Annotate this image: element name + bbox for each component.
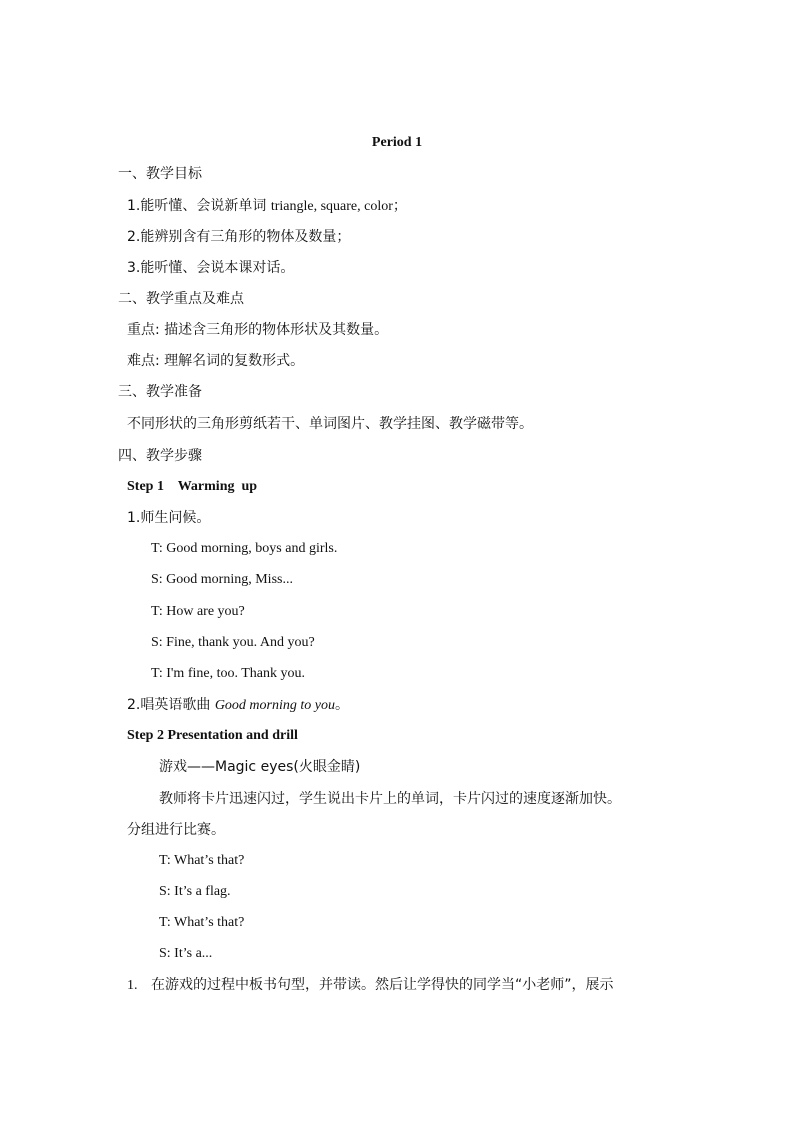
- section-3-heading: 三、教学准备: [118, 384, 202, 400]
- objective-1-words: triangle, square, color: [270, 199, 393, 214]
- objective-1: [127, 196, 407, 217]
- objective-3: 3.能听懂、会说本课对话。: [127, 260, 295, 276]
- song-suffix: 。: [334, 697, 349, 713]
- step-2-title: Step 2 Presentation and drill: [127, 728, 298, 743]
- dialogue-line: S: Fine, thank you. And you?: [151, 635, 315, 650]
- dialogue-line: S: It’s a flag.: [159, 884, 231, 899]
- dialogue-line: T: I'm fine, too. Thank you.: [151, 666, 305, 681]
- section-4-heading: 四、教学步骤: [118, 448, 202, 464]
- page-title: Period 1: [371, 135, 423, 150]
- song-prefix: 2.唱英语歌曲: [127, 697, 215, 713]
- dialogue-line: T: How are you?: [151, 604, 245, 619]
- game-description-1: 教师将卡片迅速闪过，学生说出卡片上的单词，卡片闪过的速度逐渐加快。: [159, 791, 621, 807]
- section-2-heading: 二、教学重点及难点: [118, 291, 244, 307]
- dialogue-line: T: What’s that?: [159, 853, 245, 868]
- difficult-point: 难点: 理解名词的复数形式。: [127, 353, 305, 369]
- objective-1-prefix: 1.能听懂、会说新单词: [127, 198, 271, 214]
- dialogue-line: S: Good morning, Miss...: [151, 572, 293, 587]
- game-name: 游戏——Magic eyes(火眼金睛): [159, 759, 361, 775]
- note-number: 1.: [127, 978, 138, 993]
- note-text: 在游戏的过程中板书句型，并带读。然后让学得快的同学当“小老师”，展示: [151, 977, 614, 993]
- game-description-2: 分组进行比赛。: [127, 822, 225, 838]
- key-point: 重点: 描述含三角形的物体形状及其数量。: [127, 322, 389, 338]
- step-1-item-2: [127, 695, 349, 716]
- preparation-text: 不同形状的三角形剪纸若干、单词图片、教学挂图、教学磁带等。: [127, 416, 533, 432]
- objective-2: 2.能辨别含有三角形的物体及数量；: [127, 229, 351, 245]
- step-1-item-1: 1.师生问候。: [127, 510, 211, 526]
- objective-1-suffix: ；: [392, 198, 407, 214]
- note-line: [127, 975, 614, 996]
- dialogue-line: T: What’s that?: [159, 915, 245, 930]
- dialogue-line: T: Good morning, boys and girls.: [151, 541, 338, 556]
- step-1-title: Step 1 Warming up: [127, 479, 258, 494]
- dialogue-line: S: It’s a...: [159, 946, 213, 961]
- song-title: Good morning to you: [214, 698, 335, 713]
- section-1-heading: 一、教学目标: [118, 166, 202, 182]
